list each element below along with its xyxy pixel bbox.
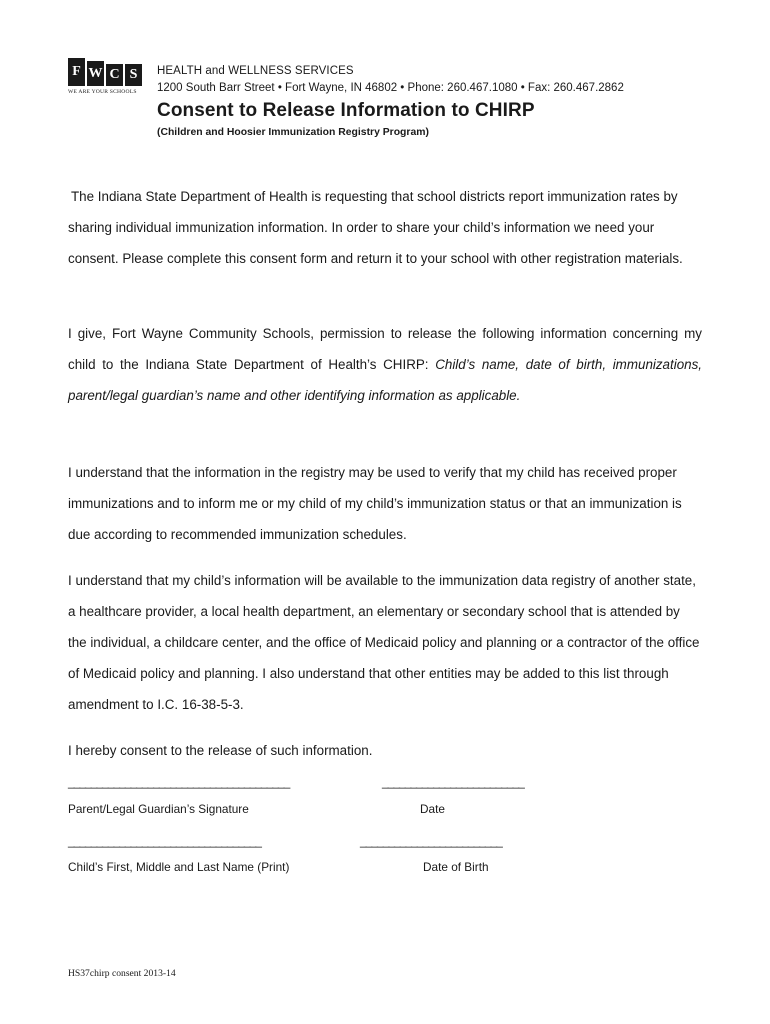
released-info-list: Child’s name, date of birth, immunizations, parent/legal guardian’s name and other identifying information as applicable.	[68, 357, 703, 404]
registry-use-paragraph: I understand that the information in the registry may be used to verify that my child has received proper immunizations and to inform me or my child of my child’s immunization status or that an immunization is due according to recommended immunization schedules.	[68, 465, 682, 543]
child-name-label: Child’s First, Middle and Last Name (Print)	[68, 860, 290, 874]
permission-text: I give, Fort Wayne Community Schools, permission to release the following information concerning my child to the Indiana State Department of Health’s CHIRP:	[68, 326, 702, 373]
logo-letter-c: C	[106, 64, 123, 86]
child-name-field[interactable]: __________________________________	[68, 834, 261, 848]
logo-tagline: WE ARE YOUR SCHOOLS	[68, 89, 137, 95]
permission-paragraph	[68, 318, 702, 411]
form-title: Consent to Release Information to CHIRP	[157, 100, 535, 121]
form-code: HS37chirp consent 2013-14	[68, 968, 176, 979]
contact-address: 1200 South Barr Street • Fort Wayne, IN 46802 • Phone: 260.467.1080 • Fax: 260.467.2862	[157, 82, 624, 94]
logo-letter-f: F	[68, 58, 85, 86]
date-of-birth-label: Date of Birth	[423, 860, 489, 874]
availability-paragraph: I understand that my child’s information will be available to the immunization data registry of another state, a healthcare provider, a local health department, an elementary or secondary school that is attended by the individual, a childcare center, and the office of Medicaid policy and planning or a contractor of the office of Medicaid policy and planning. I also understand that other entities may be added to this list through amendment to I.C. 16-38-5-3.	[68, 573, 700, 713]
parent-signature-field[interactable]: _______________________________________	[68, 775, 290, 789]
parent-signature-label: Parent/Legal Guardian’s Signature	[68, 802, 249, 816]
department-name: HEALTH and WELLNESS SERVICES	[157, 65, 354, 77]
consent-statement: I hereby consent to the release of such information.	[68, 743, 373, 759]
logo-letters	[68, 64, 144, 86]
logo-letter-w: W	[87, 61, 104, 86]
date-of-birth-field[interactable]: _________________________	[360, 834, 502, 848]
fwcs-logo	[68, 64, 144, 95]
form-subtitle: (Children and Hoosier Immunization Registry Program)	[157, 127, 429, 138]
intro-paragraph: The Indiana State Department of Health is requesting that school districts report immunization rates by sharing individual immunization information. In order to share your child’s information we need your consent. Please complete this consent form and return it to your school with other registration materials.	[68, 189, 683, 267]
signature-date-label: Date	[420, 802, 445, 816]
logo-letter-s: S	[125, 64, 142, 86]
signature-date-field[interactable]: _________________________	[382, 775, 524, 789]
